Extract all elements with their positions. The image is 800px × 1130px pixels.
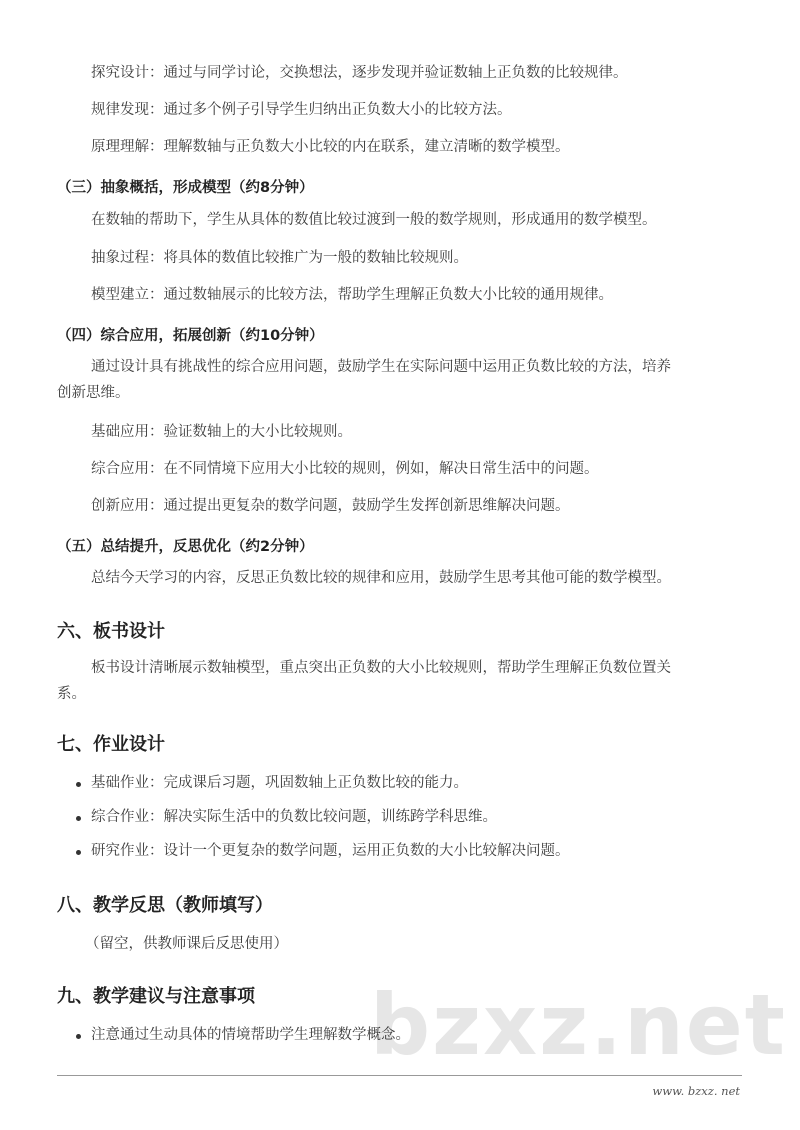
homework-bullet: 综合作业：解决实际生活中的负数比较问题，训练跨学科思维。 [91, 809, 497, 825]
step4-item: 基础应用：验证数轴上的大小比较规则。 [91, 424, 352, 440]
section8-heading: 八、教学反思（教师填写） [57, 895, 273, 916]
paragraph-explore-design: 探究设计：通过与同学讨论，交换想法，逐步发现并验证数轴上正负数的比较规律。 [91, 65, 628, 81]
bullet-icon [76, 816, 81, 821]
step4-item: 创新应用：通过提出更复杂的数学问题，鼓励学生发挥创新思维解决问题。 [91, 498, 570, 514]
step4-intro-line2: 创新思维。 [57, 385, 130, 401]
watermark: bzxz.net [370, 976, 787, 1074]
step4-item: 综合应用：在不同情境下应用大小比较的规则，例如，解决日常生活中的问题。 [91, 461, 599, 477]
step3-item: 模型建立：通过数轴展示的比较方法，帮助学生理解正负数大小比较的通用规律。 [91, 287, 613, 303]
step5-heading: （五）总结提升，反思优化（约2分钟） [57, 539, 314, 555]
step4-intro-line1: 通过设计具有挑战性的综合应用问题，鼓励学生在实际问题中运用正负数比较的方法，培养 [91, 359, 671, 375]
section6-text-line1: 板书设计清晰展示数轴模型，重点突出正负数的大小比较规则，帮助学生理解正负数位置关 [91, 660, 671, 676]
step4-heading: （四）综合应用，拓展创新（约10分钟） [57, 328, 324, 344]
section8-note: （留空，供教师课后反思使用） [85, 936, 288, 952]
step5-text: 总结今天学习的内容，反思正负数比较的规律和应用，鼓励学生思考其他可能的数学模型。 [91, 570, 671, 586]
homework-bullet: 研究作业：设计一个更复杂的数学问题，运用正负数的大小比较解决问题。 [91, 843, 570, 859]
homework-bullet: 基础作业：完成课后习题，巩固数轴上正负数比较的能力。 [91, 775, 468, 791]
bullet-icon [76, 850, 81, 855]
section6-heading: 六、板书设计 [57, 621, 165, 642]
step3-intro: 在数轴的帮助下，学生从具体的数值比较过渡到一般的数学规则，形成通用的数学模型。 [91, 212, 657, 228]
section9-heading: 九、教学建议与注意事项 [57, 986, 255, 1007]
step3-heading: （三）抽象概括，形成模型（约8分钟） [57, 180, 314, 196]
footer-divider [57, 1075, 742, 1076]
paragraph-rule-discovery: 规律发现：通过多个例子引导学生归纳出正负数大小的比较方法。 [91, 102, 512, 118]
bullet-icon [76, 1034, 81, 1039]
section7-heading: 七、作业设计 [57, 734, 165, 755]
suggestion-bullet: 注意通过生动具体的情境帮助学生理解数学概念。 [91, 1027, 410, 1043]
bullet-icon [76, 782, 81, 787]
footer-url: www. bzxz. net [652, 1084, 740, 1098]
section6-text-line2: 系。 [57, 686, 86, 702]
paragraph-principle: 原理理解：理解数轴与正负数大小比较的内在联系，建立清晰的数学模型。 [91, 139, 570, 155]
step3-item: 抽象过程：将具体的数值比较推广为一般的数轴比较规则。 [91, 250, 468, 266]
